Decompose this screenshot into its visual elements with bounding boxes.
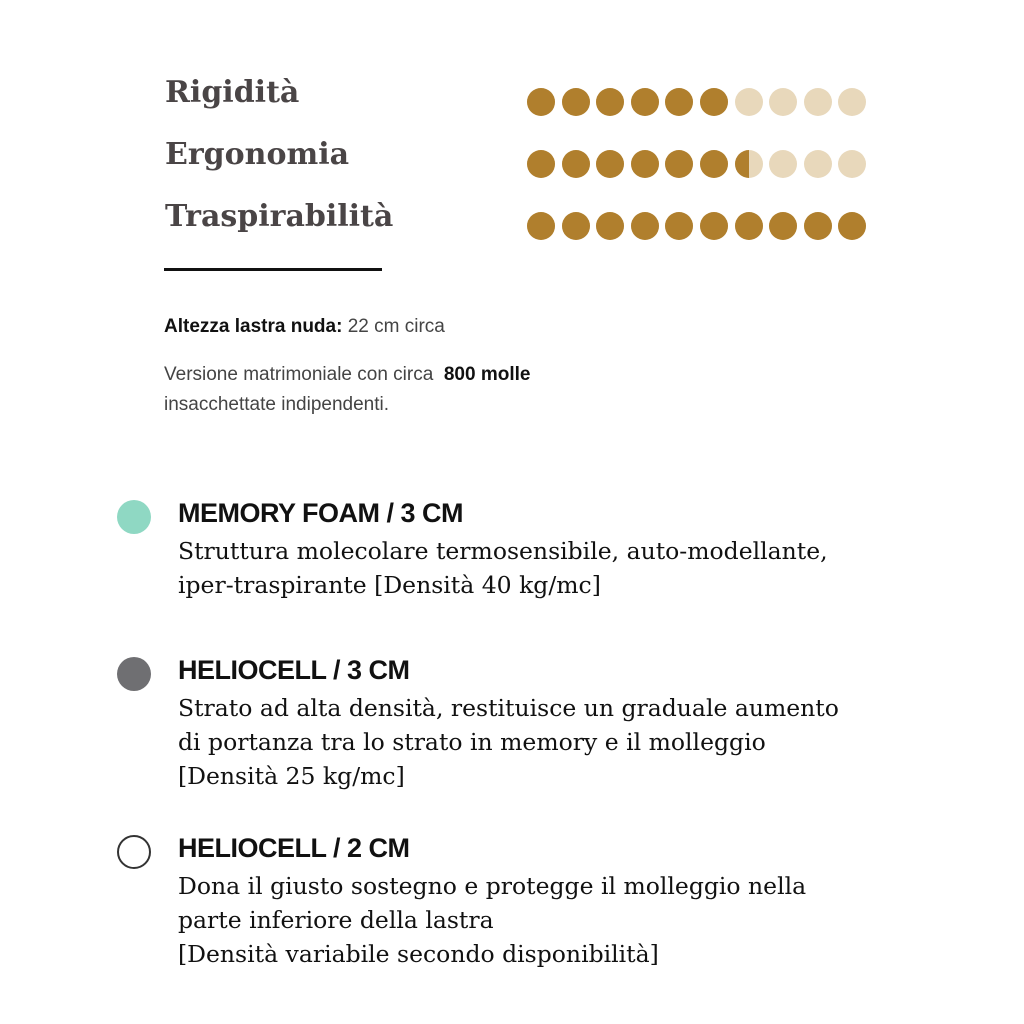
rating-dot <box>527 212 555 240</box>
rating-dot <box>735 212 763 240</box>
height-label: Altezza lastra nuda: <box>164 316 343 337</box>
layer-desc-heliocell-2cm <box>178 869 958 971</box>
desc-line: Dona il giusto sostegno e protegge il molleggio nella <box>178 872 807 900</box>
rating-dot <box>769 150 797 178</box>
rating-label-traspirabilita: Traspirabilità <box>165 199 394 234</box>
rating-label-ergonomia: Ergonomia <box>165 137 350 172</box>
rating-dot <box>838 88 866 116</box>
rating-dot <box>527 88 555 116</box>
desc-line: Struttura molecolare termosensibile, auto-modellante, <box>178 537 828 565</box>
springs-suffix: insacchettate indipendenti. <box>164 394 389 415</box>
springs-spec <box>164 360 684 420</box>
rating-dot <box>700 212 728 240</box>
rating-dot <box>838 150 866 178</box>
rating-label-rigidita: Rigidità <box>165 75 300 110</box>
rating-dot <box>562 88 590 116</box>
desc-line: parte inferiore della lastra <box>178 906 494 934</box>
rating-dot <box>562 212 590 240</box>
rating-dot <box>631 150 659 178</box>
springs-count: 800 molle <box>443 364 531 385</box>
rating-dots-rigidita <box>527 88 866 116</box>
rating-dot <box>700 88 728 116</box>
layer-title-heliocell-3cm: HELIOCELL / 3 CM <box>178 655 410 685</box>
desc-line: [Densità 25 kg/mc] <box>178 762 405 790</box>
desc-line: iper-traspirante [Densità 40 kg/mc] <box>178 571 601 599</box>
layer-title-heliocell-2cm: HELIOCELL / 2 CM <box>178 833 410 863</box>
rating-dot <box>735 88 763 116</box>
springs-prefix: Versione matrimoniale con circa <box>164 364 434 385</box>
memory-foam-color-dot <box>117 500 151 534</box>
rating-dot <box>735 150 763 178</box>
rating-dot <box>596 212 624 240</box>
divider <box>164 268 382 271</box>
rating-dot <box>700 150 728 178</box>
rating-dot <box>665 150 693 178</box>
rating-dot <box>804 212 832 240</box>
rating-dot <box>804 88 832 116</box>
rating-dot <box>769 212 797 240</box>
rating-dot <box>804 150 832 178</box>
rating-dot <box>665 88 693 116</box>
rating-dot <box>596 150 624 178</box>
layer-title-memory-foam: MEMORY FOAM / 3 CM <box>178 498 464 528</box>
rating-dot <box>769 88 797 116</box>
height-value: 22 cm circa <box>347 316 445 337</box>
rating-dot <box>665 212 693 240</box>
desc-line: di portanza tra lo strato in memory e il molleggio <box>178 728 766 756</box>
rating-dot <box>562 150 590 178</box>
heliocell-3cm-color-dot <box>117 657 151 691</box>
desc-line: [Densità variabile secondo disponibilità] <box>178 940 659 968</box>
height-spec <box>164 316 445 338</box>
layer-desc-heliocell-3cm <box>178 691 958 793</box>
heliocell-2cm-color-dot <box>117 835 151 869</box>
rating-dot <box>631 212 659 240</box>
rating-dot <box>838 212 866 240</box>
rating-dots-traspirabilita <box>527 212 866 240</box>
rating-dot <box>527 150 555 178</box>
layer-desc-memory-foam <box>178 534 958 602</box>
rating-dot <box>631 88 659 116</box>
desc-line: Strato ad alta densità, restituisce un graduale aumento <box>178 694 839 722</box>
rating-dots-ergonomia <box>527 150 866 178</box>
rating-dot <box>596 88 624 116</box>
